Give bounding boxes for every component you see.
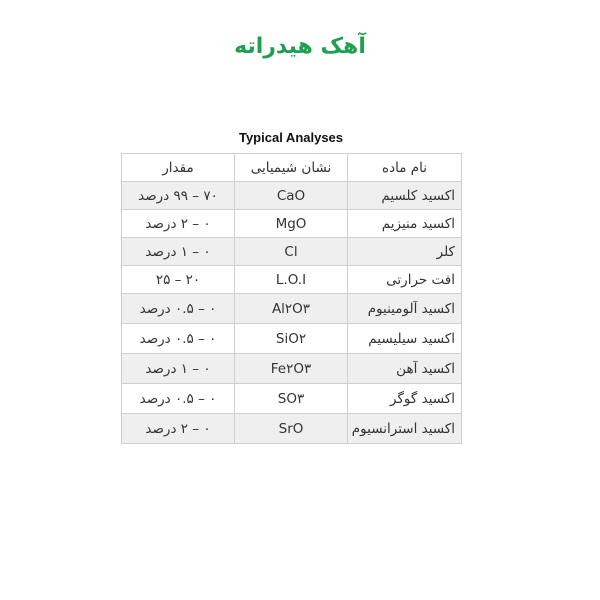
cell-name: اکسید استرانسیوم: [348, 414, 462, 444]
header-name: نام ماده: [348, 154, 462, 182]
cell-symbol: CaO: [235, 182, 348, 210]
cell-symbol: SiO۲: [235, 324, 348, 354]
header-amount: مقدار: [122, 154, 235, 182]
cell-amount: ۷۰ – ۹۹ درصد: [122, 182, 235, 210]
cell-name: اکسید آهن: [348, 354, 462, 384]
table-row: [122, 238, 462, 266]
cell-name: اکسید سیلیسیم: [348, 324, 462, 354]
cell-amount: ۰ – ۲ درصد: [122, 210, 235, 238]
table-row: [122, 266, 462, 294]
cell-amount: ۰ – ۲ درصد: [122, 414, 235, 444]
cell-symbol: SO۳: [235, 384, 348, 414]
cell-symbol: L.O.I: [235, 266, 348, 294]
page-title: آهک هیدراته: [234, 34, 366, 59]
table-row: [122, 324, 462, 354]
cell-name: اکسید کلسیم: [348, 182, 462, 210]
cell-amount: ۰ – ۱ درصد: [122, 238, 235, 266]
cell-amount: ۲۰ – ۲۵: [122, 266, 235, 294]
cell-name: اکسید آلومینیوم: [348, 294, 462, 324]
table-row: [122, 210, 462, 238]
table-header-row: [122, 154, 462, 182]
cell-amount: ۰ – ۰.۵ درصد: [122, 324, 235, 354]
cell-symbol: Fe۲O۳: [235, 354, 348, 384]
table-row: [122, 384, 462, 414]
cell-name: کلر: [348, 238, 462, 266]
table-row: [122, 294, 462, 324]
header-symbol: نشان شیمیایی: [235, 154, 348, 182]
table-row: [122, 414, 462, 444]
table-caption: Typical Analyses: [238, 130, 344, 145]
cell-amount: ۰ – ۱ درصد: [122, 354, 235, 384]
cell-name: افت حرارتی: [348, 266, 462, 294]
cell-symbol: SrO: [235, 414, 348, 444]
table-row: [122, 182, 462, 210]
cell-name: اکسید گوگر: [348, 384, 462, 414]
analysis-table: [121, 153, 462, 444]
cell-symbol: Al۲O۳: [235, 294, 348, 324]
cell-symbol: Cl: [235, 238, 348, 266]
table-row: [122, 354, 462, 384]
cell-name: اکسید منیزیم: [348, 210, 462, 238]
cell-symbol: MgO: [235, 210, 348, 238]
cell-amount: ۰ – ۰.۵ درصد: [122, 294, 235, 324]
cell-amount: ۰ – ۰.۵ درصد: [122, 384, 235, 414]
